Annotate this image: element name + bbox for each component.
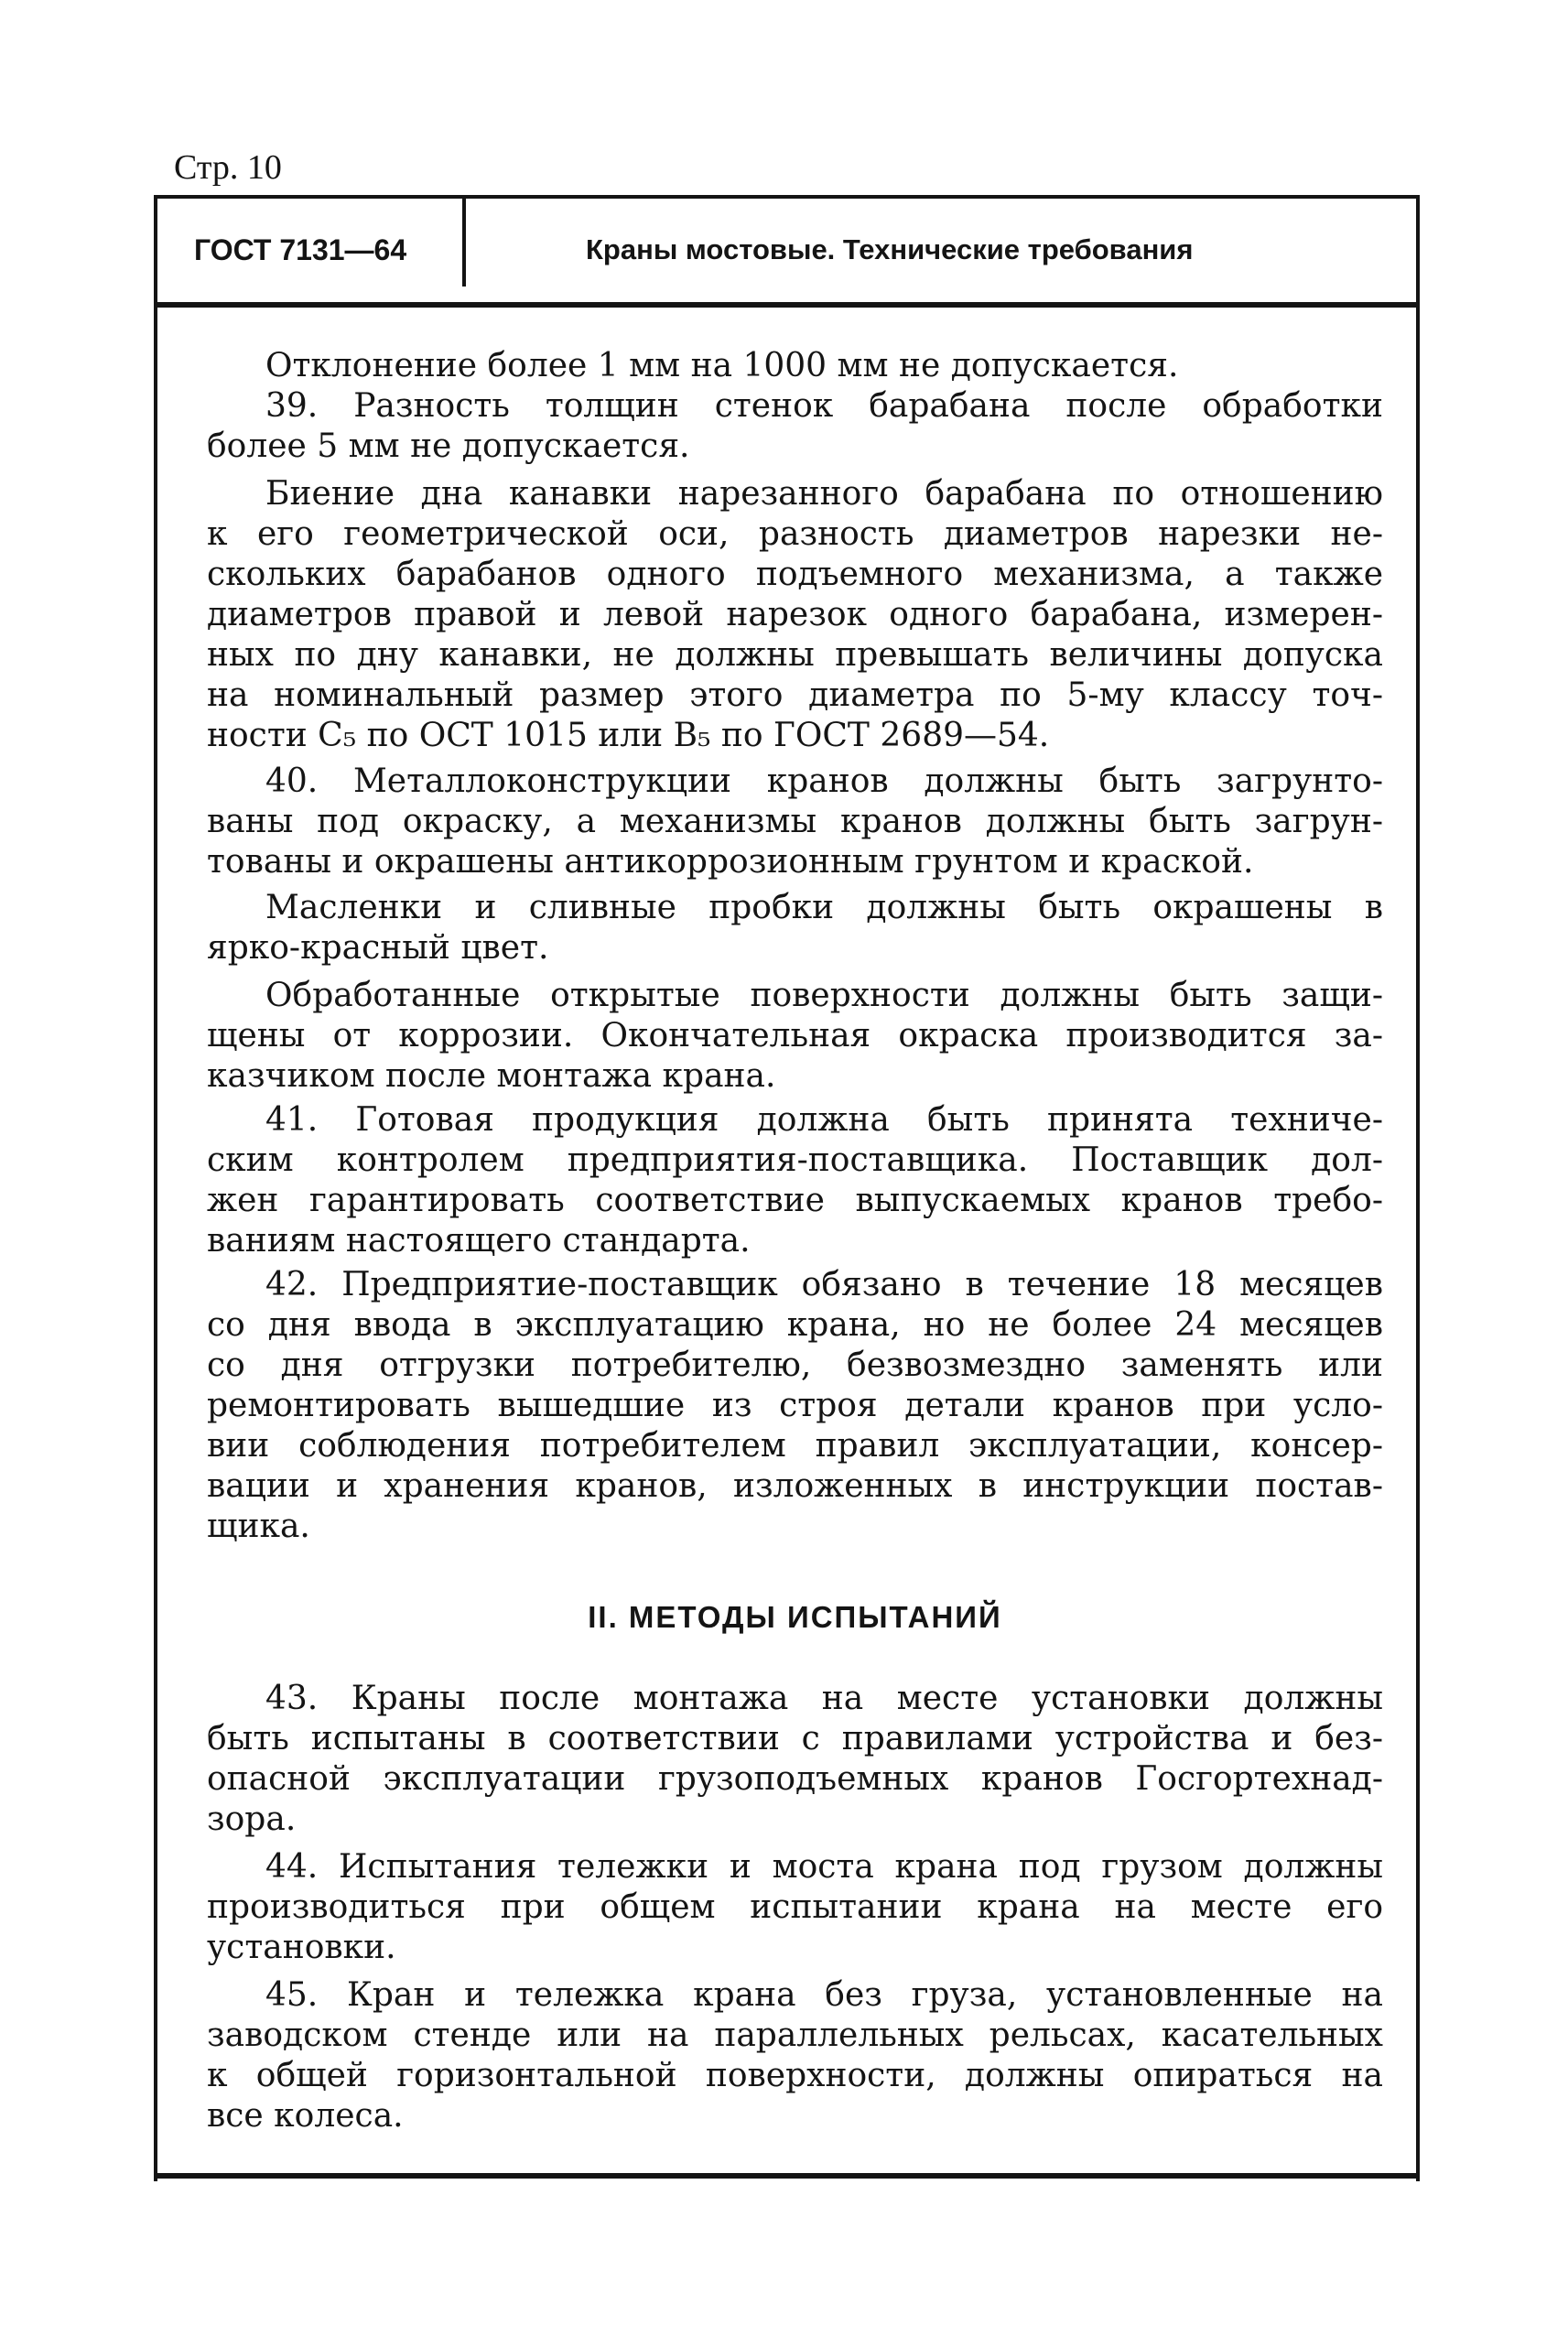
text-line: ремонтировать вышедшие из строя детали кранов при усло- xyxy=(207,1387,1383,1424)
header-bottom-rule xyxy=(154,302,1420,308)
text-line: зора. xyxy=(207,1801,297,1838)
frame-left-border xyxy=(154,195,157,2181)
text-line: Масленки и сливные пробки должны быть окрашены в xyxy=(265,889,1383,926)
text-line: скольких барабанов одного подъемного механизма, а также xyxy=(207,556,1383,593)
header-divider xyxy=(462,195,466,287)
text-line: 42. Предприятие-поставщик обязано в течение 18 месяцев xyxy=(265,1266,1383,1303)
page-bottom-rule xyxy=(154,2173,1420,2179)
text-line: Биение дна канавки нарезанного барабана по отношению xyxy=(265,475,1383,513)
text-line: тованы и окрашены антикоррозионным грунтом и краской. xyxy=(207,843,1254,881)
text-line: ваниям настоящего стандарта. xyxy=(207,1222,751,1260)
text-line: на номинальный размер этого диаметра по 5-му классу точ- xyxy=(207,676,1383,714)
text-line: ности C₅ по ОСТ 1015 или B₅ по ГОСТ 2689—54. xyxy=(207,717,1050,754)
text-line: ваны под окраску, а механизмы кранов должны быть загрун- xyxy=(207,803,1383,840)
text-line: ярко-красный цвет. xyxy=(207,929,549,967)
text-line: все колеса. xyxy=(207,2097,404,2135)
page-number: Стр. 10 xyxy=(174,148,282,187)
text-line: Отклонение более 1 мм на 1000 мм не допускается. xyxy=(265,347,1179,384)
text-line: со дня ввода в эксплуатацию крана, но не более 24 месяцев xyxy=(207,1306,1383,1344)
text-line: щика. xyxy=(207,1508,310,1545)
text-line: казчиком после монтажа крана. xyxy=(207,1057,776,1095)
text-line: быть испытаны в соответствии с правилами устройства и без- xyxy=(207,1720,1383,1757)
text-line: установки. xyxy=(207,1929,396,1966)
section-heading: II. МЕТОДЫ ИСПЫТАНИЙ xyxy=(588,1600,1002,1634)
text-line: производиться при общем испытании крана на месте его xyxy=(207,1888,1383,1926)
text-line: щены от коррозии. Окончательная окраска производится за- xyxy=(207,1017,1383,1054)
text-line: заводском стенде или на параллельных рельсах, касательных xyxy=(207,2017,1383,2054)
text-line: ных по дну канавки, не должны превышать величины допуска xyxy=(207,636,1383,674)
text-line: 40. Металлоконструкции кранов должны быть загрунто- xyxy=(265,762,1383,800)
text-line: вии соблюдения потребителем правил эксплуатации, консер- xyxy=(207,1427,1383,1465)
text-line: со дня отгрузки потребителю, безвозмездно заменять или xyxy=(207,1346,1383,1384)
text-line: диаметров правой и левой нарезок одного барабана, измерен- xyxy=(207,596,1383,633)
text-line: к общей горизонтальной поверхности, должны опираться на xyxy=(207,2057,1383,2094)
text-line: жен гарантировать соответствие выпускаемых кранов требо- xyxy=(207,1182,1383,1219)
text-line: к его геометрической оси, разность диаметров нарезки не- xyxy=(207,515,1383,553)
text-line: опасной эксплуатации грузоподъемных кранов Госгортехнад- xyxy=(207,1760,1383,1798)
frame-right-border xyxy=(1416,195,1420,2181)
text-line: ским контролем предприятия-поставщика. Поставщик дол- xyxy=(207,1141,1383,1179)
text-line: 44. Испытания тележки и моста крана под грузом должны xyxy=(265,1848,1383,1886)
header-top-rule xyxy=(154,195,1420,199)
text-line: 43. Краны после монтажа на месте установки должны xyxy=(265,1680,1383,1717)
document-title: Краны мостовые. Технические требования xyxy=(586,233,1194,265)
text-line: 41. Готовая продукция должна быть принята техниче- xyxy=(265,1101,1383,1139)
standard-code: ГОСТ 7131—64 xyxy=(194,233,407,266)
text-line: 39. Разность толщин стенок барабана после обработки xyxy=(265,387,1383,425)
text-line: Обработанные открытые поверхности должны быть защи- xyxy=(265,977,1383,1014)
text-line: вации и хранения кранов, изложенных в инструкции постав- xyxy=(207,1467,1383,1505)
text-line: 45. Кран и тележка крана без груза, установленные на xyxy=(265,1976,1383,2014)
text-line: более 5 мм не допускается. xyxy=(207,427,690,465)
